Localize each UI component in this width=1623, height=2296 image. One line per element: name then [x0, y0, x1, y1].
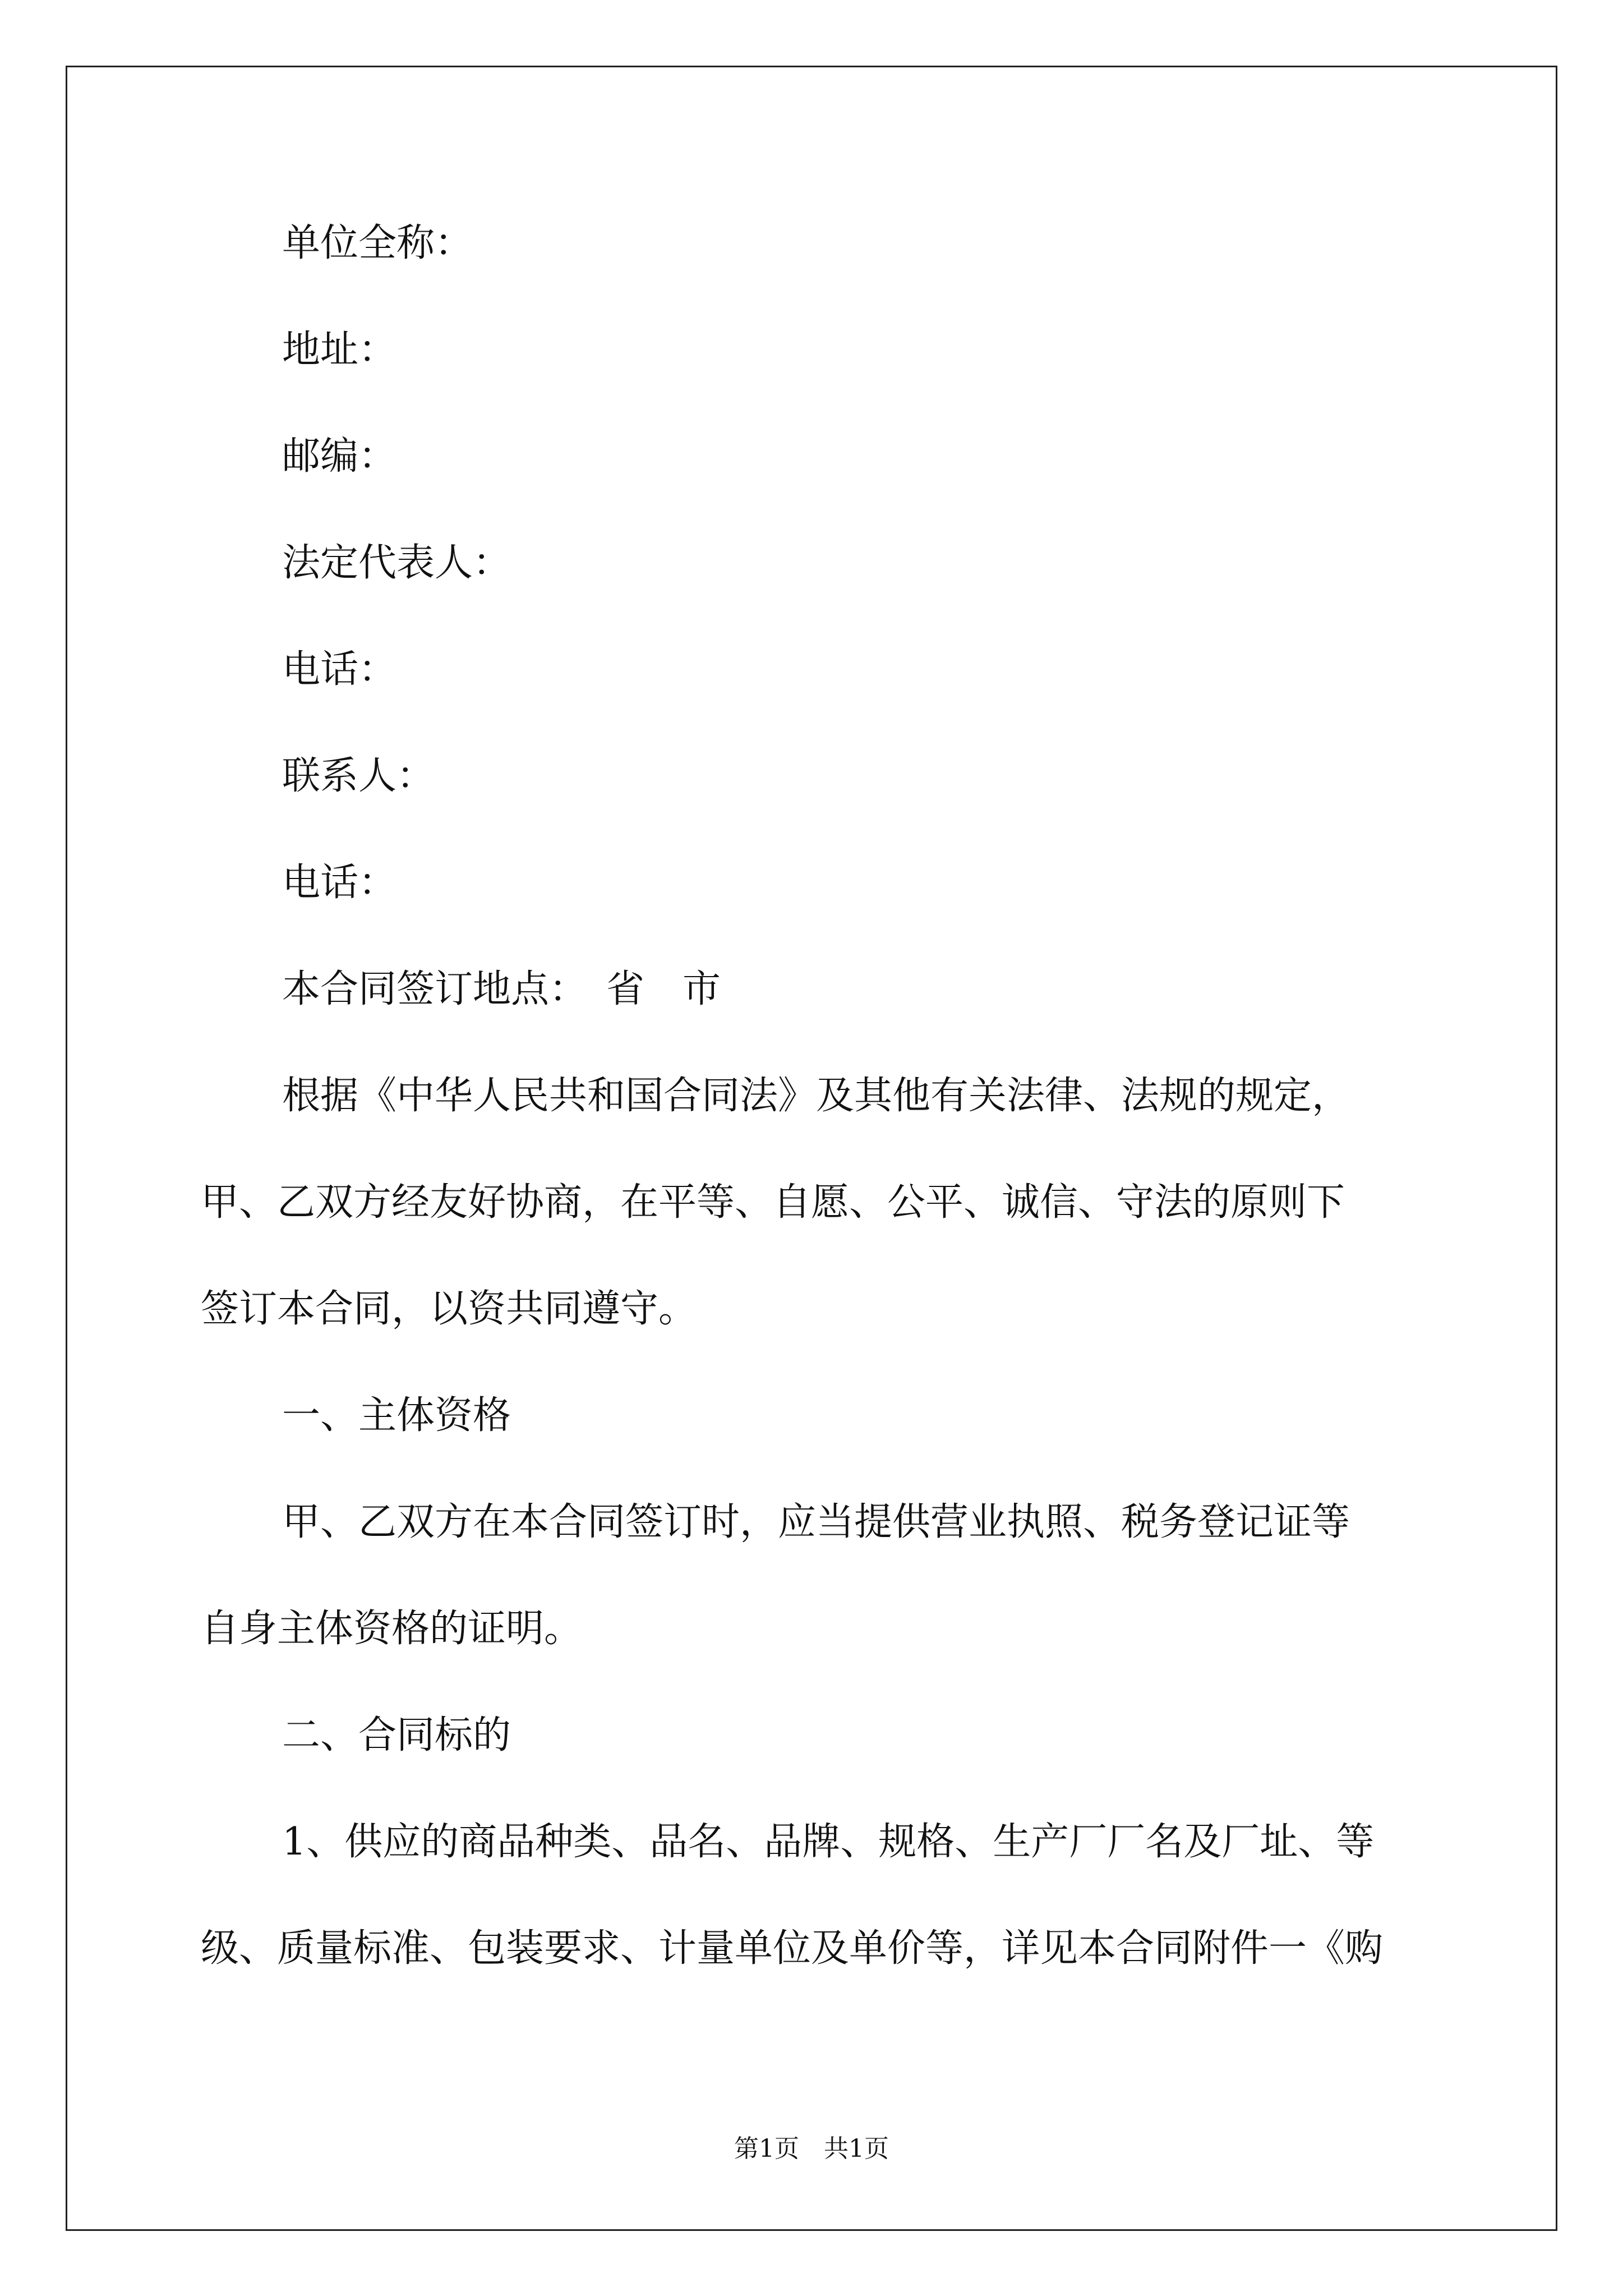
section-heading: 一、主体资格: [282, 1393, 511, 1438]
paragraph-line: 甲、乙双方在本合同签订时，应当提供营业执照、税务登记证等: [282, 1500, 1350, 1544]
paragraph-line: 级、质量标准、包装要求、计量单位及单价等，详见本合同附件一《购: [201, 1926, 1384, 1971]
field-signing-place: 本合同签订地点： 省 市: [282, 967, 721, 1011]
page-number: 第1页 共1页: [734, 2134, 889, 2163]
paragraph-line: 甲、乙双方经友好协商，在平等、自愿、公平、诚信、守法的原则下: [201, 1180, 1345, 1225]
field-company-name: 单位全称：: [282, 221, 473, 265]
section-heading: 二、合同标的: [282, 1713, 511, 1757]
page-border: [66, 66, 1557, 2231]
field-contact-person: 联系人：: [282, 754, 435, 798]
field-contact-phone: 电话：: [282, 861, 397, 905]
field-postcode: 邮编：: [282, 434, 397, 478]
paragraph-line: 签订本合同，以资共同遵守。: [201, 1287, 697, 1331]
paragraph-line: 根据《中华人民共和国合同法》及其他有关法律、法规的规定，: [282, 1074, 1350, 1118]
paragraph-line: 1、供应的商品种类、品名、品牌、规格、生产厂厂名及厂址、等: [282, 1820, 1375, 1864]
field-phone: 电话：: [282, 647, 397, 692]
field-legal-representative: 法定代表人：: [282, 541, 511, 585]
field-address: 地址：: [282, 328, 397, 372]
paragraph-line: 自身主体资格的证明。: [201, 1607, 583, 1651]
